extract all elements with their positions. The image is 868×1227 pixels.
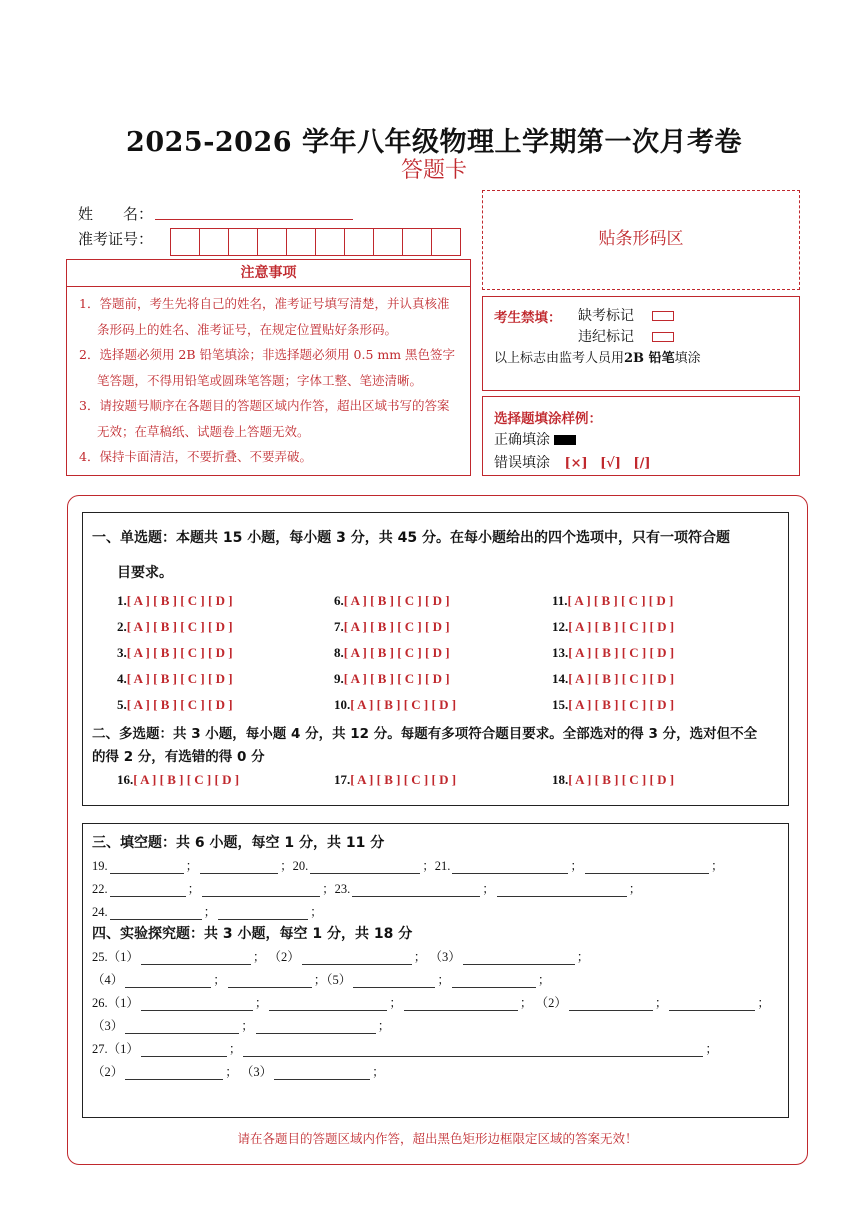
exam-id-cell[interactable]: [345, 229, 374, 255]
q27-1-label: 27.（1）: [92, 1042, 139, 1056]
exam-id-cell[interactable]: [316, 229, 345, 255]
q20-label: 20.: [292, 859, 309, 873]
sep: ；: [310, 905, 323, 919]
question-number: 3.: [117, 645, 127, 660]
q26-1-label: 26.（1）: [92, 996, 139, 1010]
q26-2-label: （2）: [535, 996, 567, 1010]
q27-1-blank-2[interactable]: [243, 1044, 703, 1057]
q25-2-blank[interactable]: [302, 952, 412, 965]
prohibited-note-pencil: 2B 铅笔: [624, 351, 675, 366]
q24-blank-2[interactable]: [218, 907, 308, 920]
sep: ；: [280, 859, 293, 873]
question-number: 10.: [334, 697, 351, 712]
sep: ；: [628, 882, 642, 896]
sep: ；: [372, 1065, 385, 1079]
choice-question[interactable]: [552, 697, 674, 713]
q19-label: 19.: [92, 859, 108, 873]
violation-mark-label: 违纪标记: [578, 329, 634, 345]
correct-fill-mark: [554, 435, 576, 445]
q26-3-label: （3）: [92, 1019, 124, 1033]
prohibited-label: 考生禁填：: [494, 310, 562, 326]
question-number: 6.: [334, 593, 344, 608]
answer-options[interactable]: [ A ] [ B ] [ C ] [ D ]: [343, 671, 450, 686]
choice-question[interactable]: [117, 671, 233, 687]
choice-question[interactable]: [334, 593, 450, 609]
q19-blank-2[interactable]: [200, 861, 278, 874]
wrong-fill-mark: [/]: [633, 456, 651, 471]
choice-question[interactable]: [334, 697, 456, 713]
sample-box: [482, 396, 800, 476]
question-number: 9.: [334, 671, 344, 686]
notice-item: 3．请按题号顺序在各题目的答题区域内作答，超出区域书写的答案无效；在草稿纸、试题卷上答题无效。: [79, 398, 450, 439]
q26-3-blank-1[interactable]: [125, 1021, 239, 1034]
sep: ；: [241, 1019, 254, 1033]
q26-1-blank-3[interactable]: [404, 998, 518, 1011]
sep: ；: [254, 996, 268, 1010]
sep: ；: [377, 1019, 391, 1033]
question-number: 4.: [117, 671, 127, 686]
sep: ；: [422, 859, 435, 873]
q25-1-label: 25.（1）: [92, 950, 139, 964]
q27-1-blank-1[interactable]: [141, 1044, 227, 1057]
footer-note: 请在各题目的答题区域内作答，超出黑色矩形边框限定区域的答案无效！: [237, 1131, 638, 1146]
sep: ；: [228, 1042, 242, 1056]
question-number: 1.: [117, 593, 127, 608]
exam-id-cell[interactable]: [229, 229, 258, 255]
exam-id-cell[interactable]: [171, 229, 200, 255]
notice-item: 4．保持卡面清洁，不要折叠、不要弄破。: [79, 449, 312, 464]
wrong-fill-label: 错误填涂: [494, 455, 550, 471]
q22-blank-2[interactable]: [202, 884, 320, 897]
absent-mark-box: [652, 311, 674, 321]
q25-3-blank[interactable]: [463, 952, 575, 965]
notice-box: [66, 259, 471, 476]
choice-question[interactable]: [552, 671, 674, 687]
choice-question[interactable]: [552, 645, 674, 661]
name-label: 姓 名：: [78, 205, 154, 223]
sep: ；: [482, 882, 495, 896]
q26-2-blank-2[interactable]: [669, 998, 755, 1011]
multi-choice-question[interactable]: [552, 772, 674, 788]
page-title: 2025-2026 学年八年级物理上学期第一次月考卷: [126, 127, 742, 158]
answer-options[interactable]: [ A ] [ B ] [ C ] [ D ]: [126, 645, 233, 660]
wrong-fill-mark: [√]: [600, 456, 621, 471]
q20-blank-1[interactable]: [310, 861, 420, 874]
question-number: 16.: [117, 772, 134, 787]
sep: ；: [213, 973, 226, 987]
correct-fill-label: 正确填涂: [494, 432, 550, 448]
q26-1-blank-2[interactable]: [269, 998, 387, 1011]
question-number: 12.: [552, 619, 569, 634]
choice-question[interactable]: [552, 619, 674, 635]
question-number: 2.: [117, 619, 127, 634]
q25-4-blank-1[interactable]: [125, 975, 211, 988]
q25-4-blank-2[interactable]: [228, 975, 312, 988]
q25-5-label: （5）: [326, 973, 352, 987]
q24-label: 24.: [92, 905, 108, 919]
answer-options[interactable]: [ A ] [ B ] [ C ] [ D ]: [567, 593, 674, 608]
q25-3-label: （3）: [429, 950, 461, 964]
sep: ；: [313, 973, 327, 987]
q26-3-blank-2[interactable]: [256, 1021, 376, 1034]
q24-blank-1[interactable]: [110, 907, 202, 920]
answer-options[interactable]: [ A ] [ B ] [ C ] [ D ]: [568, 697, 675, 712]
sep: ；: [389, 996, 402, 1010]
page-subtitle: 答题卡: [400, 158, 467, 183]
wrong-fill-mark: [×]: [564, 456, 588, 471]
violation-mark-box: [652, 332, 674, 342]
prohibited-note: 以上标志由监考人员用: [494, 351, 625, 366]
barcode-area: [482, 190, 800, 290]
answer-options[interactable]: [ A ] [ B ] [ C ] [ D ]: [350, 772, 457, 787]
exam-id-cell[interactable]: [403, 229, 432, 255]
notice-heading: 注意事项: [67, 260, 470, 287]
prohibited-note-end: 填涂: [674, 351, 701, 366]
choice-question[interactable]: [552, 593, 673, 609]
q22-blank-1[interactable]: [110, 884, 186, 897]
q23-blank-1[interactable]: [352, 884, 480, 897]
sep: ；: [537, 973, 551, 987]
q25-5-blank-1[interactable]: [353, 975, 435, 988]
answer-options[interactable]: [ A ] [ B ] [ C ] [ D ]: [350, 697, 457, 712]
sep: ；: [710, 859, 724, 873]
answer-options[interactable]: [ A ] [ B ] [ C ] [ D ]: [133, 772, 240, 787]
sep: ；: [203, 905, 217, 919]
section4-title: 四、实验探究题：共 3 小题，每空 1 分，共 18 分: [92, 926, 413, 942]
question-number: 7.: [334, 619, 344, 634]
question-number: 11.: [552, 593, 568, 608]
q25-1-blank[interactable]: [141, 952, 251, 965]
answer-options[interactable]: [ A ] [ B ] [ C ] [ D ]: [568, 645, 675, 660]
choice-question[interactable]: [117, 619, 233, 635]
sep: ；: [225, 1065, 238, 1079]
notice-item: 2．选择题必须用 2B 铅笔填涂；非选择题必须用 0.5 mm 黑色签字笔答题，不得用铅笔或圆珠笔答题；字体工整、笔迹清晰。: [79, 347, 456, 388]
absent-mark-label: 缺考标记: [578, 308, 634, 324]
sep: ；: [705, 1042, 718, 1056]
choice-question[interactable]: [117, 645, 233, 661]
sep: ；: [576, 950, 590, 964]
section1-title: 一、单选题：本题共 15 小题，每小题 3 分，共 45 分。在每小题给出的四个选项中，只有一项符合题: [92, 530, 730, 546]
section3-title: 三、填空题：共 6 小题，每空 1 分，共 11 分: [92, 835, 385, 851]
q27-2-label: （2）: [92, 1065, 124, 1079]
notice-item: 1．答题前，考生先将自己的姓名，准考证号填写清楚，并认真核准条形码上的姓名、准考证号，在规定位置贴好条形码。: [79, 296, 450, 337]
choice-question[interactable]: [117, 593, 233, 609]
multi-choice-question[interactable]: [334, 772, 456, 788]
q22-label: 22.: [92, 882, 108, 896]
exam-id-cell[interactable]: [287, 229, 316, 255]
prohibited-box: [482, 296, 800, 391]
q27-3-label: （3）: [240, 1065, 273, 1079]
q19-blank-1[interactable]: [110, 861, 184, 874]
q27-2-blank[interactable]: [125, 1067, 223, 1080]
exam-id-cell[interactable]: [374, 229, 403, 255]
q26-1-blank-1[interactable]: [141, 998, 253, 1011]
answer-options[interactable]: [ A ] [ B ] [ C ] [ D ]: [343, 593, 450, 608]
q21-blank-2[interactable]: [585, 861, 709, 874]
answer-options[interactable]: [ A ] [ B ] [ C ] [ D ]: [126, 671, 233, 686]
sep: ；: [519, 996, 533, 1010]
answer-options[interactable]: [ A ] [ B ] [ C ] [ D ]: [568, 619, 675, 634]
exam-id-label: 准考证号：: [78, 230, 154, 248]
sep: ；: [322, 882, 335, 896]
question-number: 15.: [552, 697, 569, 712]
question-number: 18.: [552, 772, 569, 787]
name-field[interactable]: [155, 218, 353, 220]
section2-title-cont: 的得 2 分，有选错的得 0 分: [92, 749, 265, 765]
answer-options[interactable]: [ A ] [ B ] [ C ] [ D ]: [568, 772, 675, 787]
exam-id-cell[interactable]: [432, 229, 460, 255]
sep: ；: [654, 996, 668, 1010]
answer-options[interactable]: [ A ] [ B ] [ C ] [ D ]: [126, 697, 233, 712]
answer-options[interactable]: [ A ] [ B ] [ C ] [ D ]: [126, 593, 233, 608]
sep: ；: [187, 882, 201, 896]
sep: ；: [252, 950, 266, 964]
sep: ；: [437, 973, 450, 987]
exam-id-cell[interactable]: [200, 229, 229, 255]
q23-blank-2[interactable]: [497, 884, 627, 897]
answer-options[interactable]: [ A ] [ B ] [ C ] [ D ]: [126, 619, 233, 634]
choice-question[interactable]: [117, 697, 233, 713]
question-number: 8.: [334, 645, 344, 660]
q21-label: 21.: [434, 859, 451, 873]
question-number: 5.: [117, 697, 127, 712]
answer-options[interactable]: [ A ] [ B ] [ C ] [ D ]: [568, 671, 675, 686]
multi-choice-question[interactable]: [117, 772, 239, 788]
exam-id-cell[interactable]: [258, 229, 287, 255]
q25-2-label: （2）: [268, 950, 300, 964]
question-number: 13.: [552, 645, 569, 660]
barcode-label: 贴条形码区: [598, 229, 684, 249]
choice-question[interactable]: [334, 671, 450, 687]
question-number: 14.: [552, 671, 569, 686]
sep: ；: [413, 950, 427, 964]
q25-5-blank-2[interactable]: [452, 975, 536, 988]
answer-options[interactable]: [ A ] [ B ] [ C ] [ D ]: [343, 619, 450, 634]
section1-title-cont: 目要求。: [117, 565, 173, 581]
q27-3-blank[interactable]: [274, 1067, 370, 1080]
sep: ；: [570, 859, 583, 873]
choice-question[interactable]: [334, 645, 450, 661]
exam-id-field[interactable]: [170, 228, 461, 256]
choice-question[interactable]: [334, 619, 450, 635]
question-number: 17.: [334, 772, 351, 787]
q23-label: 23.: [334, 882, 351, 896]
q26-2-blank-1[interactable]: [569, 998, 653, 1011]
section2-title: 二、多选题：共 3 小题，每小题 4 分，共 12 分。每题有多项符合题目要求。全部选对的得 3 分，选对但不全: [92, 726, 758, 742]
answer-options[interactable]: [ A ] [ B ] [ C ] [ D ]: [343, 645, 450, 660]
sep: ；: [757, 996, 770, 1010]
q21-blank-1[interactable]: [452, 861, 568, 874]
sample-heading: 选择题填涂样例：: [494, 411, 602, 427]
q25-4-label: （4）: [92, 973, 124, 987]
sep: ；: [185, 859, 199, 873]
